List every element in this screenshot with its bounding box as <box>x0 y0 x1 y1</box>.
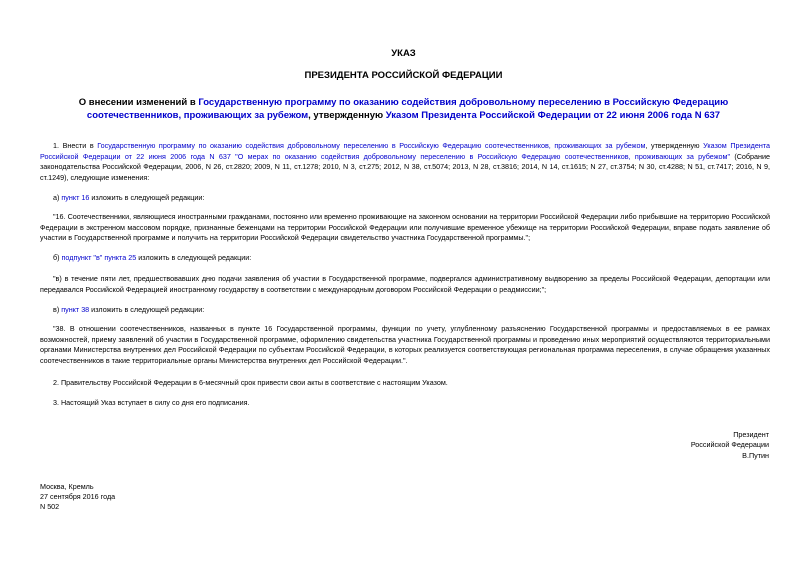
pa-text-a: а) <box>53 193 62 202</box>
issuer: ПРЕЗИДЕНТА РОССИЙСКОЙ ФЕДЕРАЦИИ <box>304 70 503 81</box>
subparagraph-v <box>40 305 770 316</box>
point-38-link[interactable]: пункт 38 <box>61 305 90 314</box>
footer-date: 27 сентября 2016 года <box>40 492 116 501</box>
signature-org: Российской Федерации <box>690 440 769 449</box>
subtitle-text: О внесении изменений в <box>78 97 199 108</box>
signature-name: В.Путин <box>742 451 769 460</box>
pb-text-a: б) <box>53 253 62 262</box>
paragraph-3: 3. Настоящий Указ вступает в силу со дня его подписания. <box>53 398 250 407</box>
subparagraph-a <box>40 193 770 204</box>
subtitle-text-mid: , утвержденную <box>308 110 386 121</box>
footer-place: Москва, Кремль <box>40 482 94 491</box>
point-25-link[interactable]: подпункт "в" пункта 25 <box>61 253 137 262</box>
document-subtitle <box>40 96 767 122</box>
quote-point-25: "в) в течение пяти лет, предшествовавших дню подачи заявления об участии в Государственной программе, подвергался административному выдворению за пределы Российской Федерации, депортации или передавался Российской Федерацией иностранному государству в соответствии с международным договором Российской Федерации о реадмиссии;"; <box>40 274 770 294</box>
p1-text-c: (Собрание законодательства Российской Федерации, 2006, N 26, ст.2820; 2009, N 11, ст.1278; 2010, N 3, ст.275; 2012, N 38, ст.5074; 2013, N 28, ст.3816; 2014, N 14, ст.1615; N 27, ст.3754; N 30, ст.4288; N 51, ст.7417; 2016, N 9, ст.1249), следующие изменения: <box>40 151 771 182</box>
quote-point-38: "38. В отношении соотечественников, названных в пункте 16 Государственной программы, функции по учету, углубленному разъяснению Государственной программы и предоставляемых в ее рамках возможностей, приему заявлений об участии в Государственной программе, оформлению свидетельства участника Государственной программы и проведению иных мероприятий осуществляются территориальными органами Министерства внутренних дел Российской Федерации по субъектам Российской Федерации, в которых реализуется соответствующая региональная программа переселения, в случае обращения указанных соотечественников в такие территориальные органы Министерства внутренних дел Российской Федерации.". <box>40 324 770 365</box>
pa-text-b: изложить в следующей редакции: <box>89 193 205 202</box>
p1-decree-link[interactable]: Указом Президента Российской Федерации от 22 июня 2006 года N 637 "О мерах по оказанию содействия добровольному переселению в Российскую Федерацию соотечественников, проживающих за рубежом" <box>40 141 771 161</box>
paragraph-1 <box>40 141 770 183</box>
decree-link[interactable]: Указом Президента Российской Федерации от 22 июня 2006 года N 637 <box>385 110 721 121</box>
quote-point-16: "16. Соотечественники, являющиеся иностранными гражданами, постоянно или временно проживающие на законном основании на территории Российской Федерации либо прибывшие на территорию Российской Федерации в экстренном массовом порядке, признанные беженцами на территории Российской Федерации или получившие временное убежище на территории Российской Федерации, вправе подать заявление об участии в Государственной программе и получить на территории Российской Федерации свидетельство участника Государственной программы."; <box>40 212 770 242</box>
paragraph-2: 2. Правительству Российской Федерации в 6-месячный срок привести свои акты в соответствие с настоящим Указом. <box>53 378 448 387</box>
p1-text-a: 1. Внести в <box>53 141 98 150</box>
document-type: УКАЗ <box>391 48 416 59</box>
subparagraph-b <box>40 253 770 264</box>
pv-text-a: в) <box>53 305 62 314</box>
signature-title: Президент <box>733 430 769 439</box>
pb-text-b: изложить в следующей редакции: <box>136 253 252 262</box>
program-link[interactable]: Государственную программу по оказанию содействия добровольному переселению в Российскую Федерацию соотечественников, проживающих за рубежом <box>86 97 729 121</box>
p1-program-link[interactable]: Государственную программу по оказанию содействия добровольному переселению в Российскую Федерацию соотечественников, проживающих за рубежом <box>97 141 646 150</box>
pv-text-b: изложить в следующей редакции: <box>89 305 205 314</box>
footer-number: N 502 <box>40 502 60 511</box>
p1-text-b: , утвержденную <box>645 141 704 150</box>
point-16-link[interactable]: пункт 16 <box>61 193 90 202</box>
